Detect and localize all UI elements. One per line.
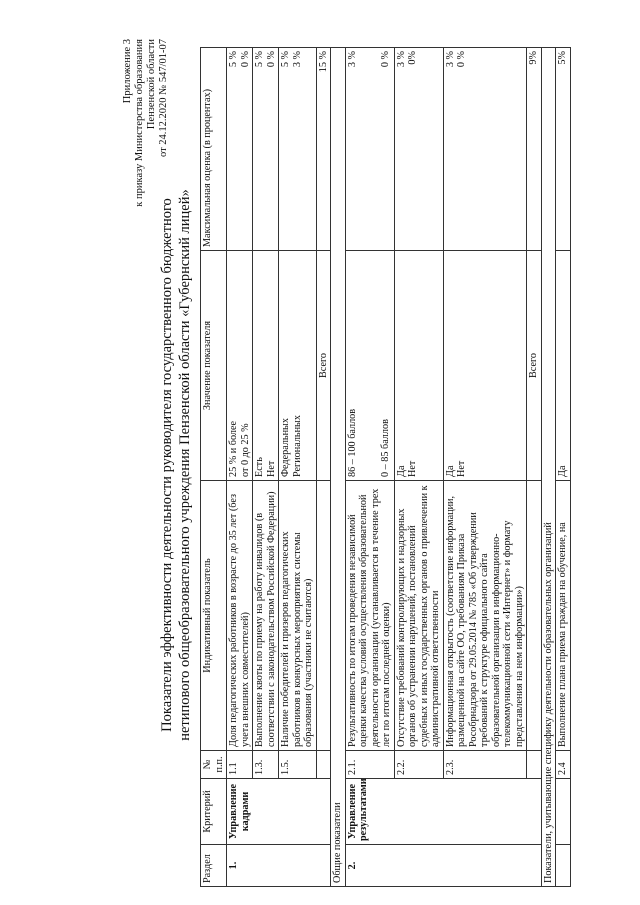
empty-cell [527,751,542,779]
table-row [227,48,253,887]
indicator-cell: Наличие победителей и призеров педагогических работников в конкурсных мероприятиях системы образования (участники не считаются) [279,481,317,751]
max-option: 0 % [380,51,391,68]
value-option: 86 – 100 баллов [346,408,358,477]
value-option: Есть [254,457,265,477]
header-kriteriy: Критерий [201,779,227,845]
num-cell: 1.1 [227,751,253,779]
empty-cell [316,481,331,751]
section-header-row [331,48,346,887]
value-option: 0 – 85 баллов [380,419,391,477]
empty-cell [556,779,571,845]
total-value: 9% [527,48,542,251]
appendix-line: от 24.12.2020 № 547/01-07 [158,39,169,158]
value-cell: Да [556,251,571,481]
total-row [527,48,542,887]
num-cell: 1.5. [279,751,317,779]
total-row [316,48,331,887]
max-cell [279,48,317,251]
table-row [345,48,394,887]
indicator-cell: Доля педагогических работников в возрасте до 35 лет (без учета внешних совместителей) [227,481,253,751]
max-option: 0 % [456,51,467,68]
indicator-cell: Выполнение плана приема граждан на обучение, на [556,481,571,751]
title-line: нетипового общеобразовательного учреждения Пензенской области «Губернский лицей» [177,189,193,741]
max-option: 3 % [291,51,303,68]
max-cell [394,48,443,251]
max-option: 0 % [265,51,277,68]
header-razdel: Раздел [201,845,227,887]
indicator-cell: Выполнение квоты по приему на работу инвалидов (в соответствии с законодательством Российской Федерации) [253,481,279,751]
value-option: от 0 до 25 % [239,423,251,477]
table-row [556,48,571,887]
indicators-table [200,47,571,887]
value-cell [345,251,394,481]
table-row [253,48,279,887]
value-cell [227,251,253,481]
value-option: Да [444,465,456,477]
empty-cell [527,481,542,751]
max-option: 5 % [228,51,239,68]
rotated-sheet [118,35,588,895]
value-option: 25 % и более [228,420,239,477]
max-option: 5 % [254,51,265,68]
kriteriy-cell: Управление кадрами [227,779,331,845]
section-header: Показатели, учитывающие специфику деятельности образовательных организаций [541,48,556,887]
num-cell: 1.3. [253,751,279,779]
title-line: Показатели эффективности деятельности руководителя государственного бюджетного [159,198,175,732]
indicator-cell: Информационная открытость (соответствие информации, размещенной на сайте ОО, требованиям Приказа Рособрнадзора от 29.05.2014 № 785 «Об утверждении требований к структуре официального сайта образовательной организации в информационно-телекоммуникационной сети «Интернет» и формату представления на нем информации») [443,481,527,751]
num-cell: 2.2. [394,751,443,779]
max-option: 0 % [239,51,251,68]
value-option: Нет [407,460,418,477]
value-cell [394,251,443,481]
max-cell [443,48,527,251]
appendix-line: к приказу Министерства образования [134,39,145,207]
max-option: 0% [407,51,418,65]
table-row [394,48,443,887]
max-cell [345,48,394,251]
num-cell: 2.3. [443,751,527,779]
max-option: 3 % [395,51,407,68]
max-cell: 5% [556,48,571,251]
value-option: Федеральных [280,418,291,477]
razdel-cell: 1. [227,845,331,887]
max-option: 5 % [280,51,291,68]
total-label: Всего [316,251,331,481]
indicator-cell: Отсутствие требований контролирующих и надзорных органов об устранении нарушений, постановлений судебных и иных государственных органов о привлечении к административной ответственности [394,481,443,751]
section-header-row [541,48,556,887]
empty-cell [556,845,571,887]
kriteriy-cell: Управление результатами [345,779,541,845]
value-cell [253,251,279,481]
header-row [201,48,227,887]
header-indicator: Индикативный показатель [201,481,227,751]
max-cell [227,48,253,251]
empty-cell [316,751,331,779]
value-option: Региональных [291,415,303,477]
num-cell: 2.4 [556,751,571,779]
header-max: Максимальная оценка (в процентах) [201,48,227,251]
document-title [158,175,194,755]
table-row [443,48,527,887]
section-header: Общие показатели [331,48,346,887]
value-option: Да [395,465,407,477]
indicator-cell: Результативность по итогам проведения независимой оценки качества условий осуществления образовательной деятельности организации (устанавливается в течение трех лет по итогам последней оценки) [345,481,394,751]
header-num: № п.п. [201,751,227,779]
razdel-cell: 2. [345,845,541,887]
value-cell [279,251,317,481]
value-cell [443,251,527,481]
appendix-line: Приложение 3 [122,39,133,104]
table-row [279,48,317,887]
value-option: Нет [456,460,467,477]
value-option: Нет [265,460,277,477]
total-value: 15 % [316,48,331,251]
max-option: 3 % [444,51,456,68]
max-option: 3 % [346,51,358,68]
appendix-line: Пензенской области [146,39,157,130]
header-value: Значение показателя [201,251,227,481]
total-label: Всего [527,251,542,481]
num-cell: 2.1. [345,751,394,779]
max-cell [253,48,279,251]
